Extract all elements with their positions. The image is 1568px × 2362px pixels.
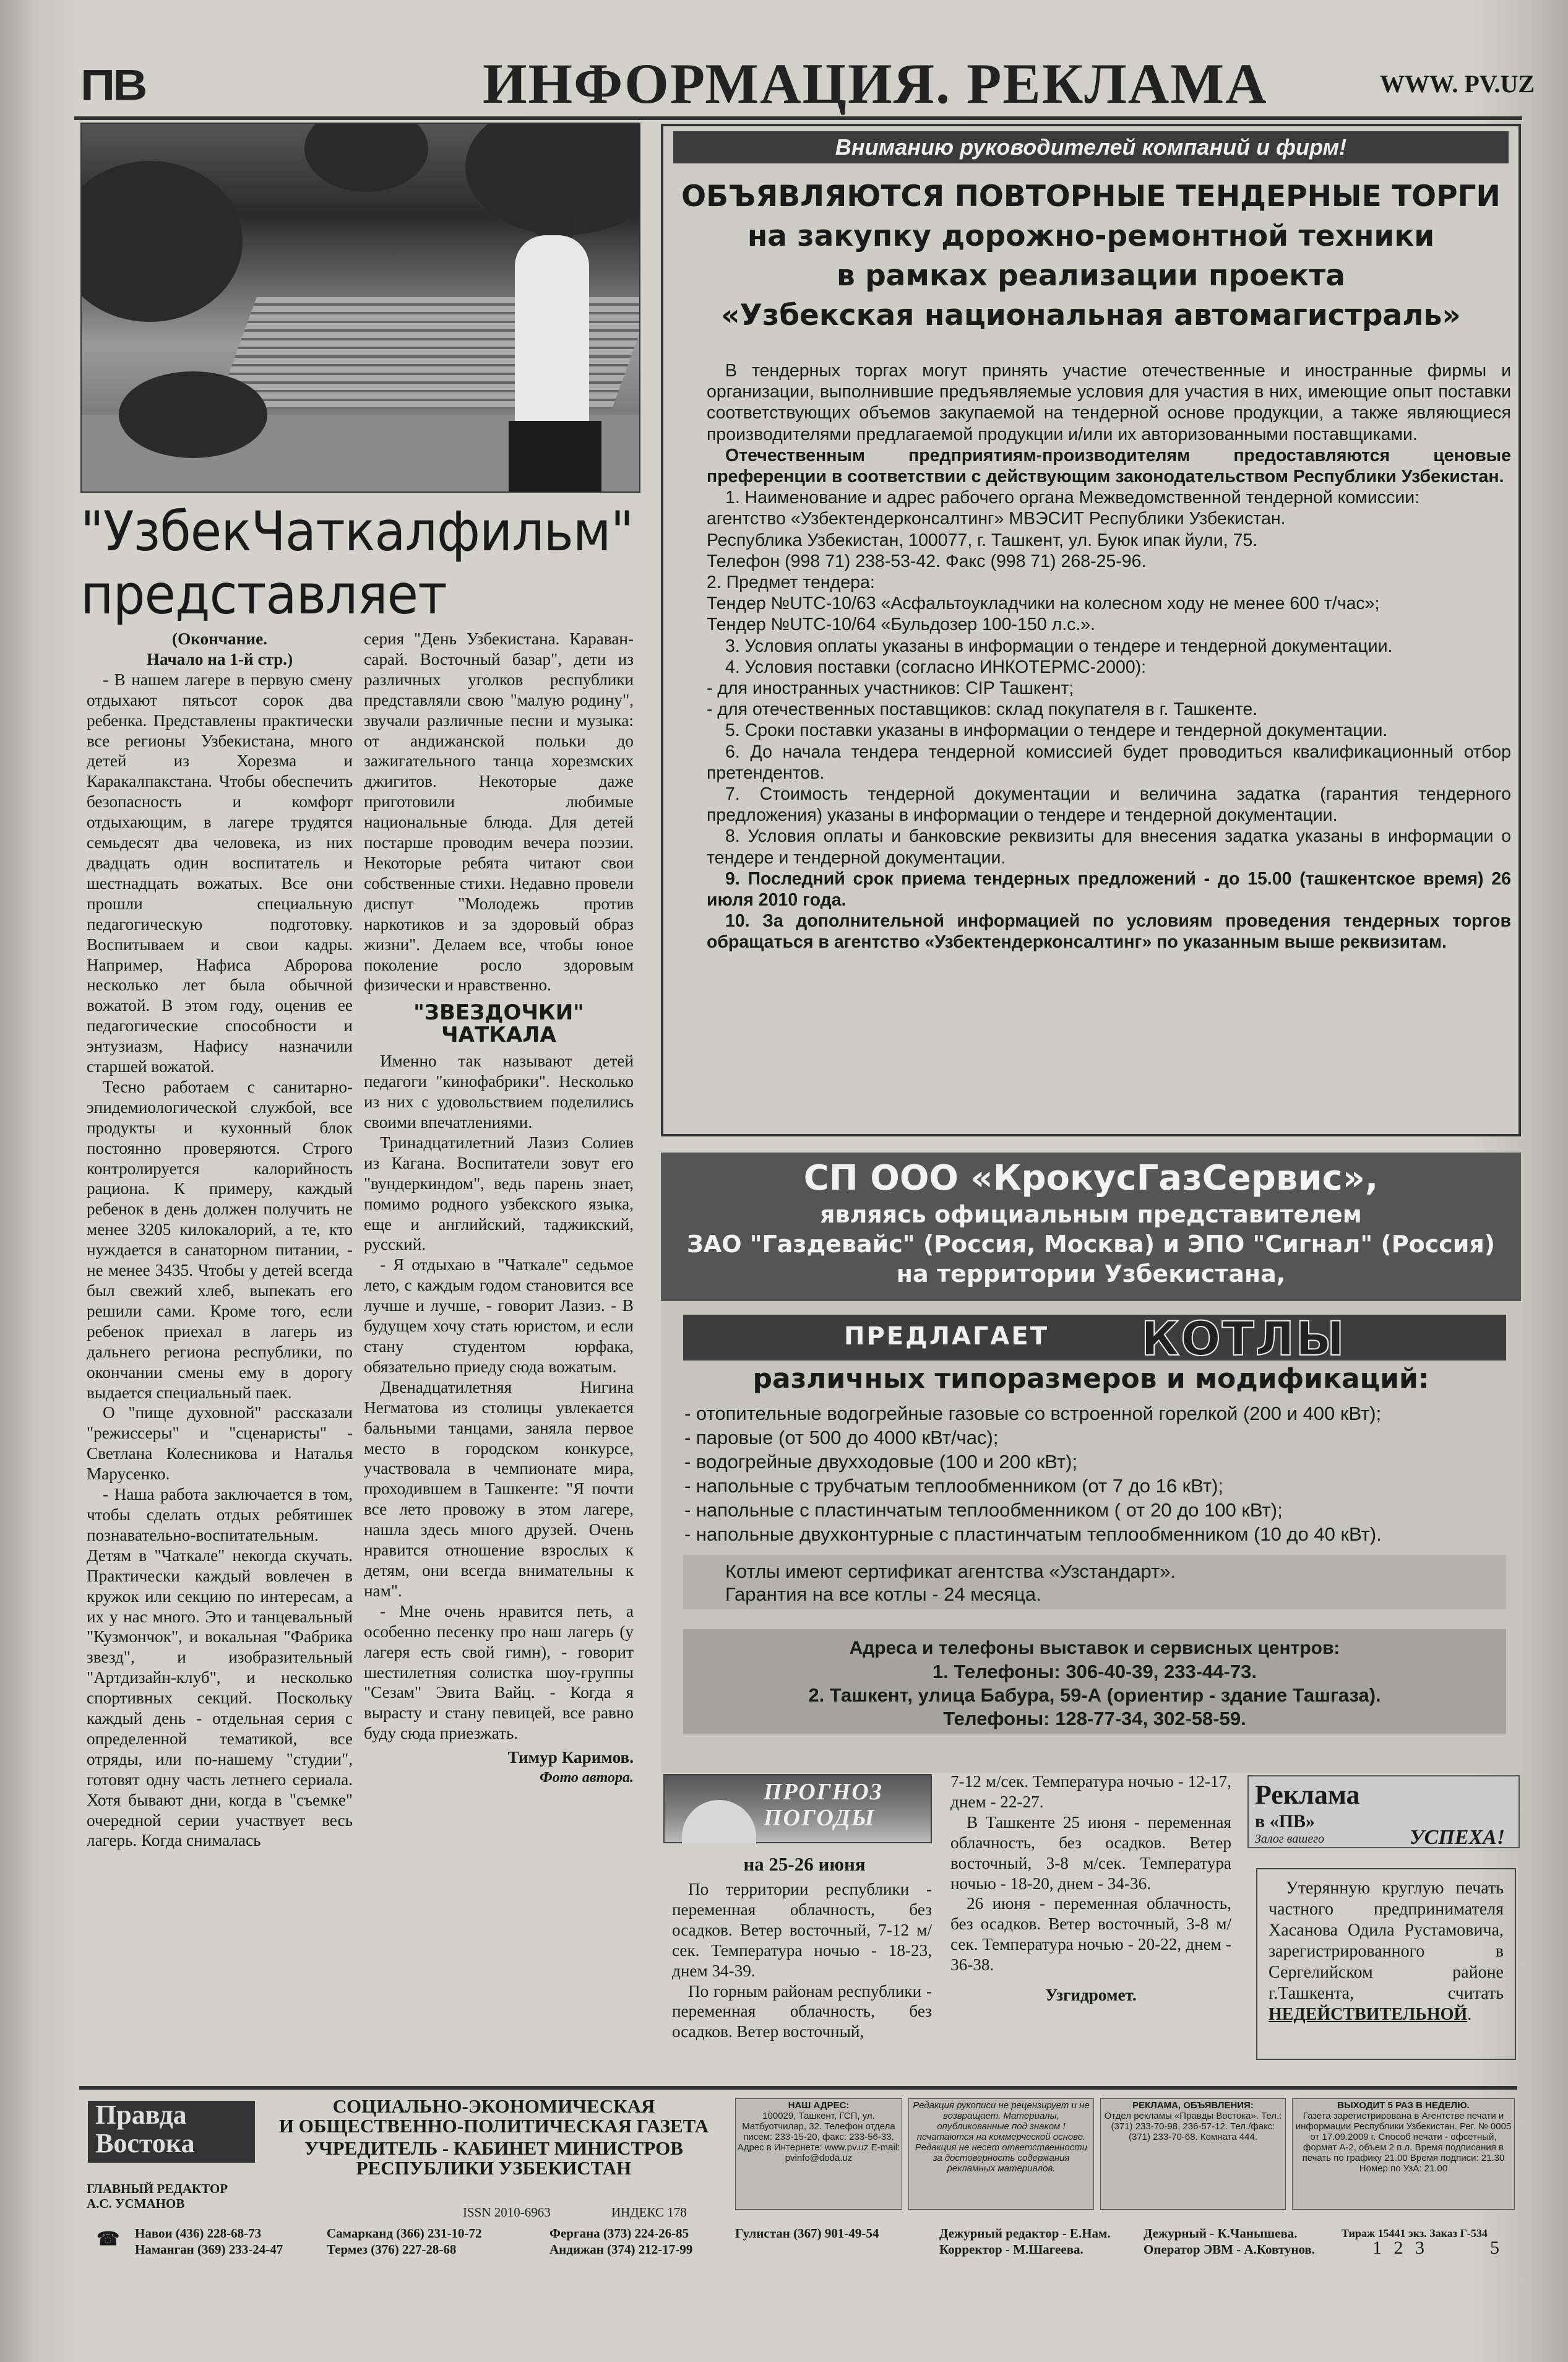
weather-source: Узгидромет. xyxy=(1045,1986,1137,2005)
tender-notice xyxy=(661,124,1521,1136)
ad-header: СП ООО «КрокусГазСервис», являясь официальным представителем ЗАО "Газдевайс" (Россия, Москва) и ЭПО "Сигнал" (Россия) на территории Узбекистана, xyxy=(661,1153,1521,1301)
lost-seal-notice: Утерянную круглую печать частного предпринимателя Хасанова Одила Рустамовича, зарегистрированного в Сергелийском районе г.Ташкента, считать НЕДЕЙСТВИТЕЛЬНОЙ. xyxy=(1256,1868,1516,2060)
advertising-contacts: РЕКЛАМА, ОБЪЯВЛЕНИЯ: Отдел рекламы «Правды Востока». Тел.: (371) 233-70-98, 236-57-12. Тел./факс: (371) 233-70-68. Комната 444. xyxy=(1100,2098,1286,2210)
paragraph: - Наша работа заключается в том, чтобы сделать отдых ребятишек познавательно-воспитательным. Детям в "Чаткале" некогда скучать. Практически каждый вовлечен в кружок или секцию по интересам, а их у нас много. Это и танцевальный "Кузмончок", и вокальная "Фабрика звезд", и изобразительный "Артдизайн-клуб", и несколько спортивных секций. Поскольку каждый день - отдельная серия с определенной тематикой, все отряды, или по-нашему "студии", готовят одну часть летнего сериала. Хотя бывают дни, когда в "съемке" очередной серии участвует весь лагерь. Когда снималась xyxy=(87,1485,353,1850)
paragraph: Тринадцатилетний Лазиз Солиев из Кагана. Воспитатели зовут его "вундеркиндом", ведь парень знает, помимо родного узбекского языка, еще и английский, таджикский, русский. xyxy=(364,1133,634,1254)
advertising-promo: Реклама в «ПВ» Залог вашего УСПЕХА! xyxy=(1247,1775,1520,1848)
phone-namangan: Наманган (369) 233-24-47 xyxy=(135,2242,283,2257)
list-item: - водогрейные двухходовые (100 и 200 кВт); xyxy=(684,1451,1078,1473)
weather-date: на 25-26 июня xyxy=(743,1853,866,1875)
address-box: НАШ АДРЕС: 100029, Ташкент, ГСП, ул. Матбуотчилар, 32. Телефон отдела писем: 233-15-20, факс: 233-56-33. Адрес в Интернете: www.pv.uz E-mail: pvinfo@doda.uz xyxy=(735,2098,902,2210)
newspaper-logo: ПВ xyxy=(80,60,145,110)
paragraph: серия "День Узбекистана. Караван-сарай. Восточный базар", дети из различных уголков республики представляли свою "малую родину", звучали различные песни и музыка: от андижанской польки до зажигательного танца хорезмских джигитов. Некоторые даже приготовили любимые национальные блюда. Для детей постарше проводим вечера поэзии. Некоторые ребята читают свои собственные стихи. Недавно провели диспут "Молодежь против наркотиков и за здоровый образ жизни". Делаем все, чтобы юное поколение росло здоровым физически и нравственно. xyxy=(364,629,634,995)
telephone-icon: ☎ xyxy=(97,2229,120,2249)
boiler-list xyxy=(684,1401,1514,1546)
article-column-1 xyxy=(87,629,353,1851)
paragraph: - Мне очень нравится петь, а особенно песенку про наш лагерь (у лагеря есть свой гимн), - говорит шестилетняя солистка шоу-группы "Сезам" Эвита Вайц. - Когда я вырасту и стану певицей, все равно буду сюда приезжать. xyxy=(364,1601,634,1743)
paragraph: - В нашем лагере в первую смену отдыхают пятьсот сорок два ребенка. Представлены практически все регионы Узбекистана, много детей из Хорезма и Каракалпакстана. Чтобы обеспечить безопасность и комфорт отдыхающим, в лагере трудятся семьдесят два человека, из них двадцать один воспитатель и шестнадцать вожатых. Все они прошли специальную педагогическую подготовку. Воспитываем и свои кадры. Например, Нафиса Абророва несколько лет была обычной вожатой. В этом году, оценив ее педагогические способности и энтузиазм, Нафису назначили старшей вожатой. xyxy=(87,670,353,1076)
tender-banner: Вниманию руководителей компаний и фирм! xyxy=(673,131,1509,163)
paragraph: Тесно работаем с санитарно-эпидемиологической службой, все продукты и кухонный блок постоянно проверяются. Строго контролируется калорийность рациона. К примеру, каждый ребенок в день должен получить не менее 3205 килокалорий, а те, кто нуждается в санаторном питании, - не менее 3435. Чтобы у детей всегда был свежий хлеб, выпекать его решили сами. Кроме того, если ребенок приехал в лагерь из дальнего региона республики, по окончании смены ему в дорогу выдается специальный паек. xyxy=(87,1077,353,1402)
boiler-advertisement xyxy=(661,1153,1521,1773)
page-numbers: 1 2 3 xyxy=(1372,2238,1428,2258)
photo-credit: Фото автора. xyxy=(540,1770,634,1786)
author: Тимур Каримов. xyxy=(507,1748,634,1767)
phone-samarkand: Самарканд (366) 231-10-72 xyxy=(327,2226,482,2241)
list-item: - напольные с пластинчатым теплообменником ( от 20 до 100 кВт); xyxy=(684,1499,1283,1521)
footer-logo: Правда Востока xyxy=(88,2101,255,2163)
sizes-heading: различных типоразмеров и модификаций: xyxy=(752,1363,1429,1395)
newspaper-footer: Правда Востока СОЦИАЛЬНО-ЭКОНОМИЧЕСКАЯ И ОБЩЕСТВЕННО-ПОЛИТИЧЕСКАЯ ГАЗЕТА УЧРЕДИТЕЛЬ - КАБИНЕТ МИНИСТРОВ РЕСПУБЛИКИ УЗБЕКИСТАН ГЛАВНЫЙ РЕДАКТОР А.С. УСМАНОВ ISSN 2010-6963 ИНДЕКС 178 НАШ АДРЕС: 100029, Ташкент, ГСП, ул. Матбуотчилар, 32. Телефон отдела писем: 233-15-20, факс: 233-56-33. Адрес в Интернете: www.pv.uz E-mail: pvinfo@doda.uz Редакция рукописи не рецензирует и не возвращает. Материалы, опубликованные под знаком ! печатаются на коммерческой основе. Редакция не несет ответственности за достоверность содержания рекламных материалов. РЕКЛАМА, ОБЪЯВЛЕНИЯ: Отдел рекламы «Правды Востока». Тел.: (371) 233-70-98, 236-57-12. Тел./факс: (371) 233-70-68. Комната 444. ВЫХОДИТ 5 РАЗ В НЕДЕЛЮ. Газета зарегистрирована в Агентстве печати и информации Республики Узбекистан. Рег. № 0005 от 17.09.2009 г. Способ печати - офсетный, формат А-2, объем 2 п.л. Время подписания в печать по графику 21.00 Время подписи: 21.30 Номер по УзА: 21.00 Навои (436) 228-68-73 Наманган (369) 233-24-47 Самарканд (366) 231-10-72 Термез (376) 227-28-68 Фергана (373) 224-26-85 Андижан (374) 212-17-99 Гулистан (367) 901-49-54 ☎ Дежурный редактор - Е.Нам. Корректор - М.Шагеева. Дежурный - К.Чанышева. Оператор ЭВМ - А.Ковтунов. Тираж 15441 экз. Заказ Г-534 1 2 3 5 xyxy=(79,2086,1517,2272)
paragraph: О "пище духовной" рассказали "режиссеры" и "сценаристы" - Светлана Колесникова и Наталья Марусенко. xyxy=(87,1403,353,1484)
phone-andijan: Андижан (374) 212-17-99 xyxy=(549,2242,693,2257)
list-item: - напольные с трубчатым теплообменником (от 7 до 16 кВт); xyxy=(684,1475,1224,1497)
article-photo xyxy=(80,123,640,493)
paragraph: Двенадцатилетняя Нигина Негматова из столицы увлекается бальными танцами, заняла первое место в городском конкурсе, участвовала в чемпионате мира, проходившем в Ташкенте: "Я почти все лето провожу в этом лагере, нашла здесь много друзей. Очень нравится отношение взрослых к детям, они всегда внимательны к нам". xyxy=(364,1377,634,1600)
weather-logo: ПРОГНОЗ ПОГОДЫ xyxy=(663,1774,932,1843)
section-title: ИНФОРМАЦИЯ. РЕКЛАМА xyxy=(483,52,1268,115)
article-column-2 xyxy=(364,629,634,1788)
weather-column-2: 7-12 м/сек. Температура ночью - 12-17, днем - 22-27. В Ташкенте 25 июня - переменная облачность, без осадков. Ветер восточный, 3-8 м/сек. Температура ночью - 18-20, днем - 34-36. 26 июня - переменная облачность, без осадков. Ветер восточный, 3-8 м/сек. Температура ночью - 20-22, днем - 36-38. Узгидромет. xyxy=(950,1772,1231,2005)
cloud-icon xyxy=(682,1800,756,1843)
offer-banner: ПРЕДЛАГАЕТ КОТЛЫ xyxy=(683,1315,1506,1361)
list-item: - напольные двухконтурные с пластинчатым теплообменником (10 до 40 кВт). xyxy=(684,1523,1382,1545)
list-item: - отопительные водогрейные газовые со встроенной горелкой (200 и 400 кВт); xyxy=(684,1403,1382,1424)
continuation-note: (Окончание. xyxy=(172,629,267,648)
page-number: 5 xyxy=(1490,2238,1499,2258)
phone-navoi: Навои (436) 228-68-73 xyxy=(135,2226,262,2241)
continuation-note-2: Начало на 1-й стр.) xyxy=(146,649,293,668)
phone-fergana: Фергана (373) 224-26-85 xyxy=(549,2226,689,2241)
service-centers: Адреса и телефоны выставок и сервисных центров: 1. Телефоны: 306-40-39, 233-44-73. 2. Ташкент, улица Бабура, 59-А (ориентир - здание Ташгаза). Телефоны: 128-77-34, 302-58-59. xyxy=(683,1629,1506,1734)
website-link[interactable]: WWW. PV.UZ xyxy=(1380,70,1535,98)
tender-body: В тендерных торгах могут принять участие отечественные и иностранные фирмы и организации, выполнившие предъявляемые условия для участия в них, имеющие опыт поставки соответствующих объемов закупаемой на тендерной основе продукции, а также являющиеся производителями предлагаемой продукции и/или их авторизованными поставщиками. Отечественным предприятиям-производителям предоставляются ценовые преференции в соответствии с действующим законодательством Республики Узбекистан. 1. Наименование и адрес рабочего органа Межведомственной тендерной комиссии: агентство «Узбектендерконсалтинг» МВЭСИТ Республики Узбекистан. Республика Узбекистан, 100077, г. Ташкент, ул. Буюк ипак йули, 75. Телефон (998 71) 238-53-42. Факс (998 71) 268-25-96. 2. Предмет тендера: Тендер №UTC-10/63 «Асфальтоукладчики на колесном ходу не менее 600 т/час»; Тендер №UTC-10/64 «Бульдозер 100-150 л.с.». 3. Условия оплаты указаны в информации о тендере и тендерной документации. 4. Условия поставки (согласно ИНКОТЕРМС-2000): - для иностранных участников: CIP Ташкент; - для отечественных поставщиков: склад покупателя в г. Ташкенте. 5. Сроки поставки указаны в информации о тендере и тендерной документации. 6. До начала тендера тендерной комиссией будет проводиться квалификационный отбор претендентов. 7. Стоимость тендерной документации и величина задатка (гарантия тендерного предложения) указаны в информации о тендере и тендерной документации. 8. Условия оплаты и банковские реквизиты для внесения задатка указаны в информации о тендере и тендерной документации. 9. Последний срок приема тендерных предложений - до 15.00 (ташкентское время) 26 июля 2010 года. 10. За дополнительной информацией по условиям проведения тендерных торгов обращаться в агентство «Узбектендерконсалтинг» по указанным выше реквизитам. xyxy=(707,361,1511,953)
masthead-rule xyxy=(74,116,1522,120)
paragraph: - Я отдыхаю в "Чаткале" седьмое лето, с каждым годом становится все лучше и лучше, - говорит Лазиз. - В будущем хочу стать юристом, и если стану студентом юрфака, обязательно приеду сюда вожатым. xyxy=(364,1255,634,1376)
editorial-note: Редакция рукописи не рецензирует и не возвращает. Материалы, опубликованные под знаком ! печатаются на коммерческой основе. Редакция не несет ответственности за достоверность содержания рекламных материалов. xyxy=(908,2098,1094,2210)
list-item: - паровые (от 500 до 4000 кВт/час); xyxy=(684,1427,999,1448)
subheading: "ЗВЕЗДОЧКИ" ЧАТКАЛА xyxy=(413,1000,584,1048)
article-headline: "УзбекЧаткалфильм" представляет xyxy=(80,500,634,626)
paragraph: Именно так называют детей педагоги "кинофабрики". Несколько из них с удовольствием поделились своими впечатлениями. xyxy=(364,1052,634,1132)
tender-title: ОБЪЯВЛЯЮТСЯ ПОВТОРНЫЕ ТЕНДЕРНЫЕ ТОРГИ на закупку дорожно-ремонтной техники в рамках реализации проекта «Узбекская национальная автомагистраль» xyxy=(681,180,1501,332)
phone-gulistan: Гулистан (367) 901-49-54 xyxy=(735,2226,879,2241)
phone-termez: Термез (376) 227-28-68 xyxy=(327,2242,457,2257)
certificate-note: Котлы имеют сертификат агентства «Узстандарт». Гарантия на все котлы - 24 месяца. xyxy=(683,1555,1506,1609)
publication-info: ВЫХОДИТ 5 РАЗ В НЕДЕЛЮ. Газета зарегистрирована в Агентстве печати и информации Республики Узбекистан. Рег. № 0005 от 17.09.2009 г. Способ печати - офсетный, формат А-2, объем 2 п.л. Время подписания в печать по графику 21.00 Время подписи: 21.30 Номер по УзА: 21.00 xyxy=(1292,2098,1515,2210)
weather-column-1: По территории республики - переменная облачность, без осадков. Ветер восточный, 7-12 м/сек. Температура ночью - 18-23, днем 34-39. По горным районам республики - переменная облачность, без осадков. Ветер восточный, xyxy=(672,1880,932,2041)
